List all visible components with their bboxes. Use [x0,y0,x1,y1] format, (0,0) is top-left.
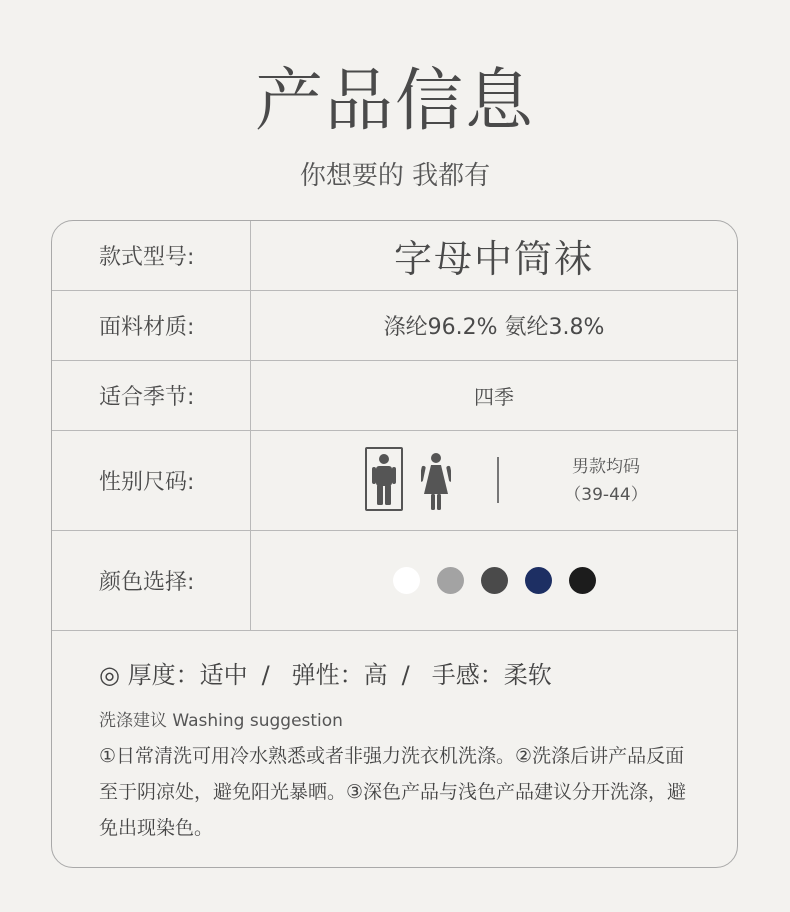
color-swatch[interactable] [393,567,420,594]
size-divider [497,457,499,503]
page-title: 产品信息 [254,62,535,141]
color-swatch[interactable] [481,567,508,594]
size-label: 性别尺码: [52,431,251,530]
color-label: 颜色选择: [52,531,251,630]
row-size [52,431,737,531]
size-line-1: 男款均码 [572,457,640,477]
separator: / [261,661,270,689]
size-text [521,453,691,509]
color-swatch[interactable] [525,567,552,594]
product-info-card [51,220,738,868]
size-value [251,431,737,530]
elasticity-prop: 弹性：高 [291,661,388,689]
male-figure-icon [365,447,403,511]
season-label: 适合季节: [52,361,251,430]
row-model [52,221,737,291]
properties-line [99,655,552,690]
washing-text: ①日常清洗可用冷水熟悉或者非强力洗衣机洗涤。②洗涤后讲产品反面至于阴凉处，避免阳光暴晒。③深色产品与浅色产品建议分开洗涤，避免出现染色。 [99,745,687,839]
color-swatch[interactable] [437,567,464,594]
material-label: 面料材质: [52,291,251,360]
row-color [52,531,737,631]
season-value: 四季 [474,385,514,409]
washing-title: 洗涤建议 Washing suggestion [99,711,343,731]
page-subtitle: 你想要的 我都有 [299,161,491,191]
color-swatches [393,567,596,594]
feel-prop: 手感：柔软 [431,661,552,689]
size-line-2: （39-44） [564,485,648,505]
color-value [251,531,737,630]
separator: / [401,661,410,689]
row-season [52,361,737,431]
material-value: 涤纶96.2% 氨纶3.8% [383,315,605,340]
female-figure-icon [421,452,451,512]
model-value: 字母中筒袜 [393,237,594,281]
color-swatch[interactable] [569,567,596,594]
model-label: 款式型号: [52,221,251,290]
thickness-prop: ◎ 厚度：适中 [99,661,248,689]
row-material [52,291,737,361]
